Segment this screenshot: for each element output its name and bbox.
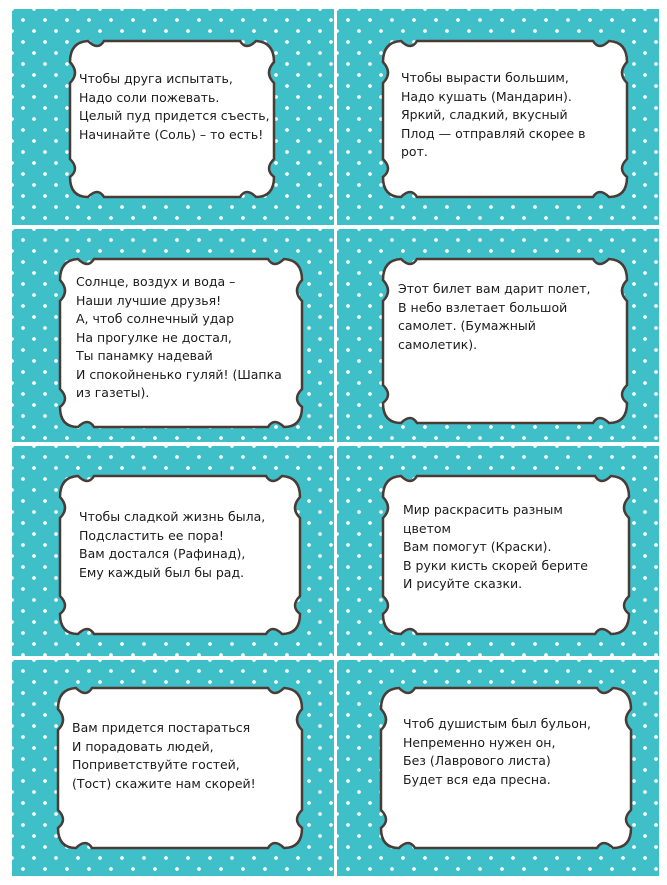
card-text: Чтобы сладкой жизнь была, Подсластить ее пора! Вам достался (Рафинад), Ему каждый был бы рад. — [79, 509, 266, 580]
card-text: Чтобы вырасти большим, Надо кушать (Мандарин). Яркий, сладкий, вкусный Плод — отправляй скорее в рот. — [401, 70, 586, 159]
card-4 — [337, 229, 659, 442]
card-2 — [337, 9, 659, 225]
card-text: Чтобы друга испытать, Надо соли пожевать. Целый пуд придется съесть, Начинайте (Соль) – то есть! — [79, 71, 270, 142]
card-text: Этот билет вам дарит полет, В небо взлетает большой самолет. (Бумажный самолетик). — [398, 281, 591, 352]
card-text: Чтоб душистым был бульон, Непременно нужен он, Без (Лаврового листа) Будет вся еда пресна. — [403, 716, 592, 787]
card-text: Вам придется постараться И порадовать людей, Поприветствуйте гостей, (Тост) скажите нам скорей! — [72, 720, 256, 791]
card-3 — [12, 229, 334, 442]
card-6 — [337, 446, 659, 656]
card-text: Мир раскрасить разным цветом Вам помогут (Краски). В руки кисть скорей берите И рисуйте сказки. — [403, 502, 588, 591]
card-7 — [12, 660, 334, 876]
card-1 — [12, 9, 334, 225]
card-text: Солнце, воздух и вода – Наши лучшие друзья! А, чтоб солнечный удар На прогулке не достал, Ты панамку надевай И спокойненько гуляй! (Шапка из газеты). — [76, 274, 282, 400]
card-8 — [337, 660, 659, 876]
card-5 — [12, 446, 334, 656]
